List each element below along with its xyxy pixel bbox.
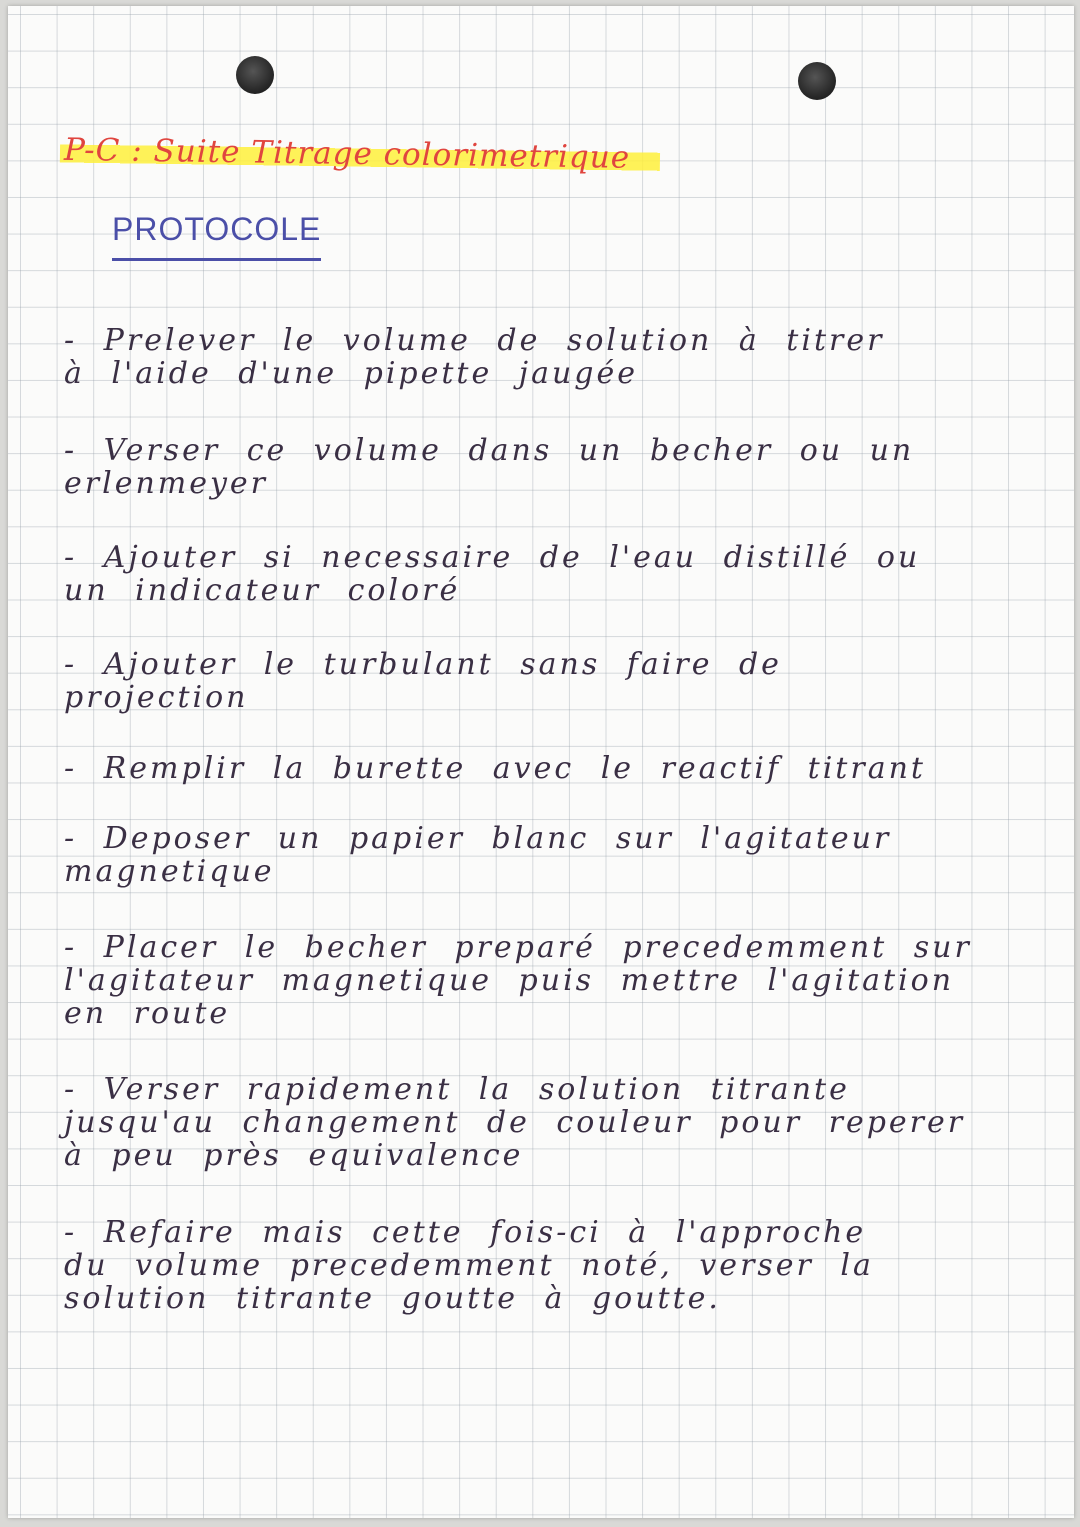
protocol-step — [64, 1073, 965, 1172]
protocol-step — [64, 931, 972, 1030]
step-line: - Verser rapidement la solution titrante — [64, 1072, 850, 1107]
step-line: projection — [64, 680, 249, 715]
step-line: l'agitateur magnetique puis mettre l'agitation — [64, 963, 955, 998]
protocol-step — [64, 1216, 874, 1315]
step-line: erlenmeyer — [64, 466, 269, 501]
step-line: jusqu'au changement de couleur pour reperer — [64, 1105, 966, 1140]
step-line: du volume precedemment noté, verser la — [64, 1248, 874, 1283]
step-line: à peu près equivalence — [64, 1138, 524, 1173]
page-title: P-C : Suite Titrage colorimetrique — [60, 132, 661, 176]
step-line: - Remplir la burette avec le reactif titrant — [64, 751, 926, 786]
section-heading: PROTOCOLE — [112, 211, 321, 261]
protocol-step — [64, 324, 884, 390]
step-line: - Ajouter si necessaire de l'eau distillé ou — [64, 540, 921, 575]
protocol-step — [64, 434, 914, 500]
step-line: - Refaire mais cette fois-ci à l'approche — [64, 1215, 867, 1250]
step-line: - Ajouter le turbulant sans faire de — [64, 647, 782, 682]
step-line: - Placer le becher preparé precedemment sur — [64, 930, 972, 965]
step-line: à l'aide d'une pipette jaugée — [64, 356, 639, 391]
step-line: magnetique — [64, 854, 275, 889]
protocol-step — [64, 541, 920, 607]
step-line: en route — [64, 996, 231, 1031]
protocol-step — [64, 648, 782, 714]
step-line: solution titrante goutte à goutte. — [64, 1281, 721, 1316]
step-line: un indicateur coloré — [64, 573, 461, 608]
binder-hole-left — [236, 56, 274, 94]
protocol-step — [64, 752, 926, 785]
protocol-step — [64, 822, 891, 888]
step-line: - Verser ce volume dans un becher ou un — [64, 433, 915, 468]
step-line: - Deposer un papier blanc sur l'agitateur — [64, 821, 892, 856]
binder-hole-right — [798, 62, 836, 100]
grid-paper-sheet — [8, 6, 1074, 1518]
step-line: - Prelever le volume de solution à titrer — [64, 323, 885, 358]
